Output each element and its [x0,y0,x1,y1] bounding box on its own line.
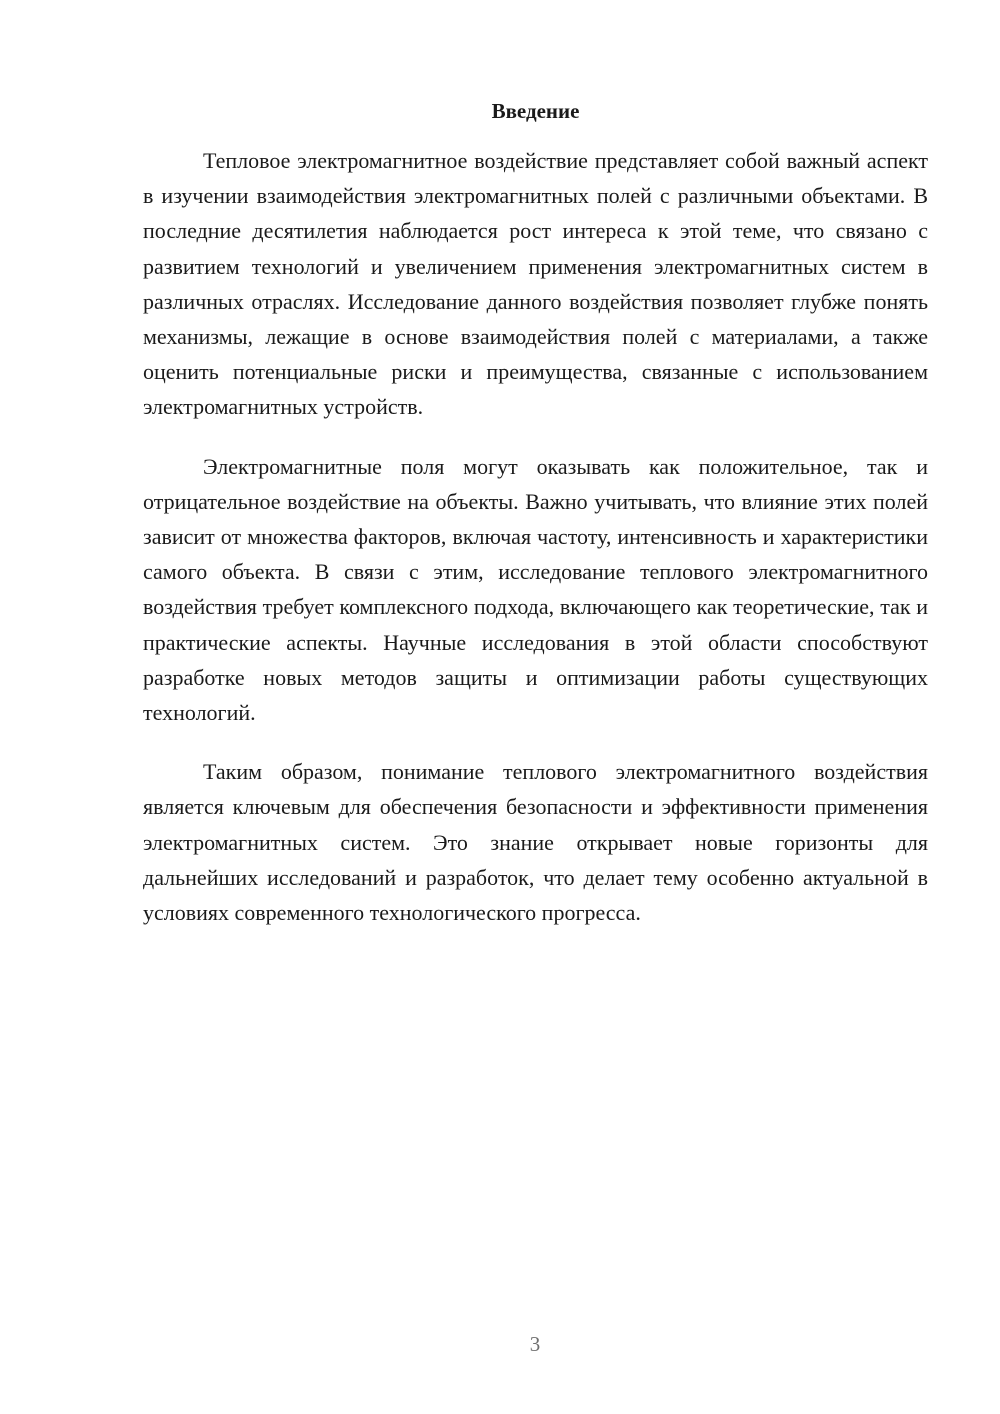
section-heading: Введение [491,99,580,123]
body-text [143,143,928,954]
paragraph-1: Тепловое электромагнитное воздействие представляет собой важный аспект в изучении взаимодействия электромагнитных полей с различными объектами. В последние десятилетия наблюдается рост интереса к этой теме, что связано с развитием технологий и увеличением применения электромагнитных систем в различных отраслях. Исследование данного воздействия позволяет глубже понять механизмы, лежащие в основе взаимодействия полей с материалами, а также оценить потенциальные риски и преимущества, связанные с использованием электромагнитных устройств. [143,148,928,420]
paragraph-3: Таким образом, понимание теплового электромагнитного воздействия является ключевым для обеспечения безопасности и эффективности применения электромагнитных систем. Это знание открывает новые горизонты для дальнейших исследований и разработок, что делает тему особенно актуальной в условиях современного технологического прогресса. [143,759,928,926]
paragraph-2: Электромагнитные поля могут оказывать как положительное, так и отрицательное воздействие на объекты. Важно учитывать, что влияние этих полей зависит от множества факторов, включая частоту, интенсивность и характеристики самого объекта. В связи с этим, исследование теплового электромагнитного воздействия требует комплексного подхода, включающего как теоретические, так и практические аспекты. Научные исследования в этой области способствуют разработке новых методов защиты и оптимизации работы существующих технологий. [143,453,928,726]
page-number: 3 [529,1332,541,1356]
